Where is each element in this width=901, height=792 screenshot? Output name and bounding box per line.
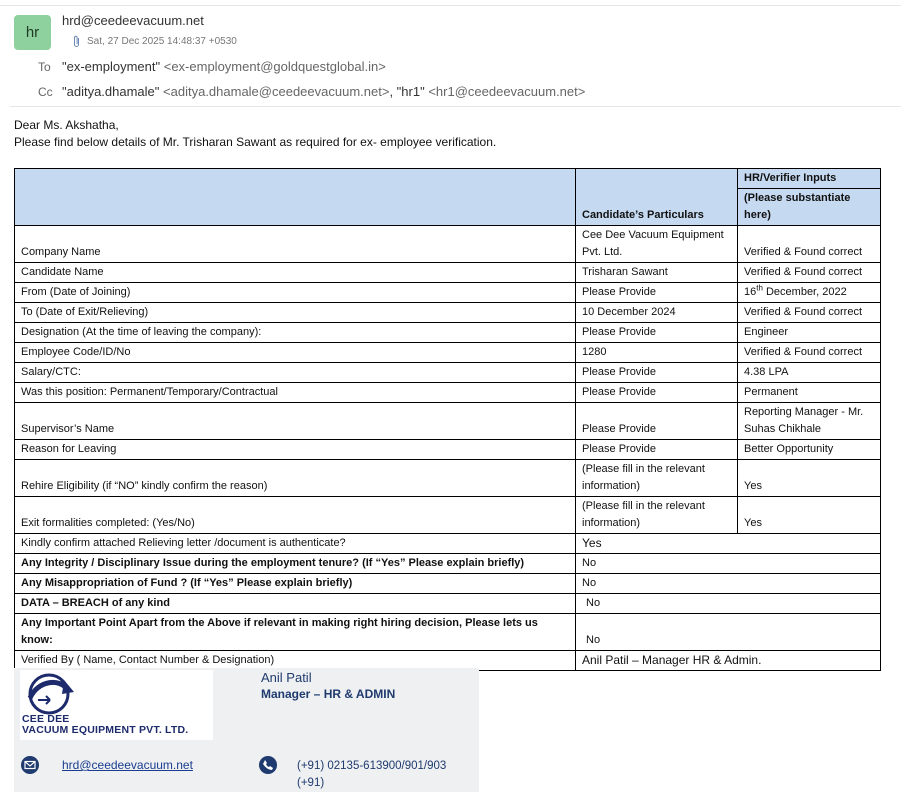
table-row (15, 403, 881, 440)
row-label: Rehire Eligibility (if “NO” kindly confirm the reason) (15, 460, 576, 497)
header-hr-title: HR/Verifier Inputs (738, 169, 880, 189)
row-label: Any Integrity / Disciplinary Issue during the employment tenure? (If “Yes” Please explain briefly) (15, 554, 576, 574)
attachment-icon[interactable] (72, 35, 81, 48)
verification-table (14, 168, 881, 671)
row-hr-value: Yes (738, 497, 881, 534)
row-label: Any Misappropriation of Fund ? (If “Yes” Please explain briefly) (15, 574, 576, 594)
table-row (15, 554, 881, 574)
row-label: Salary/CTC: (15, 363, 576, 383)
row-label: Any Important Point Apart from the Above if relevant in making right hiring decision, Please lets us know: (15, 614, 576, 651)
table-row (15, 460, 881, 497)
cc-separator: , (389, 84, 397, 99)
row-hr-value: Yes (738, 460, 881, 497)
row-hr-value: Reporting Manager - Mr. Suhas Chikhale (738, 403, 881, 440)
row-candidate-value: Please Provide (576, 363, 738, 383)
row-hr-value: Engineer (738, 323, 881, 343)
row-candidate-value: (Please fill in the relevant information) (576, 497, 738, 534)
row-hr-value: Verified & Found correct (738, 343, 881, 363)
row-label: Supervisor’s Name (15, 403, 576, 440)
table-row (15, 226, 881, 263)
header-candidate-particulars: Candidate’s Particulars (576, 169, 738, 226)
header-hr-inputs (738, 169, 881, 226)
row-candidate-value: Cee Dee Vacuum Equipment Pvt. Ltd. (576, 226, 738, 263)
row-label: Was this position: Permanent/Temporary/Contractual (15, 383, 576, 403)
cc1-address: <aditya.dhamale@ceedeevacuum.net> (163, 84, 390, 99)
table-row (15, 283, 881, 303)
row-label: From (Date of Joining) (15, 283, 576, 303)
row-candidate-value: 10 December 2024 (576, 303, 738, 323)
joining-day: 16 (744, 286, 757, 298)
avatar-initials: hr (25, 24, 40, 41)
logo-line1: CEE DEE (22, 713, 70, 725)
table-row (15, 323, 881, 343)
row-hr-value (738, 283, 881, 303)
row-merged-value: Yes (576, 534, 881, 554)
row-label: Kindly confirm attached Relieving letter /document is authenticate? (15, 534, 576, 554)
row-candidate-value: Please Provide (576, 403, 738, 440)
row-label: DATA – BREACH of any kind (15, 594, 576, 614)
table-header-row (15, 169, 881, 226)
to-label: To (38, 60, 51, 74)
row-candidate-value: Please Provide (576, 440, 738, 460)
phone-line1: (+91) 02135-613900/901/903 (297, 760, 447, 772)
table-row (15, 440, 881, 460)
company-logo (20, 670, 213, 740)
row-hr-value: Permanent (738, 383, 881, 403)
row-candidate-value: 1280 (576, 343, 738, 363)
company-logo-icon (20, 670, 80, 716)
joining-month-year: December, 2022 (762, 286, 847, 298)
table-row (15, 497, 881, 534)
table-row (15, 574, 881, 594)
row-candidate-value: Please Provide (576, 383, 738, 403)
table-row (15, 594, 881, 614)
table-row (15, 363, 881, 383)
cc-recipients[interactable] (62, 84, 585, 99)
row-label: To (Date of Exit/Relieving) (15, 303, 576, 323)
row-merged-value: Anil Patil – Manager HR & Admin. (576, 651, 881, 671)
signature-name: Anil Patil (261, 670, 312, 685)
signature-phone (297, 758, 446, 792)
row-merged-value: No (576, 554, 881, 574)
row-candidate-value: Trisharan Sawant (576, 263, 738, 283)
row-label: Candidate Name (15, 263, 576, 283)
sender-avatar[interactable] (14, 15, 51, 50)
table-row (15, 383, 881, 403)
row-label: Designation (At the time of leaving the company): (15, 323, 576, 343)
cc-label: Cc (38, 85, 53, 99)
intro-text: Please find below details of Mr. Trisharan Sawant as required for ex- employee verification. (14, 135, 497, 149)
table-row (15, 263, 881, 283)
cc2-address: <hr1@ceedeevacuum.net> (428, 84, 586, 99)
row-hr-value: Better Opportunity (738, 440, 881, 460)
cc2-name: "hr1" (396, 84, 425, 99)
row-hr-value: Verified & Found correct (738, 303, 881, 323)
row-candidate-value: (Please fill in the relevant information) (576, 460, 738, 497)
row-label: Company Name (15, 226, 576, 263)
header-hr-subtitle: (Please substantiate here) (744, 192, 851, 221)
signature-title: Manager – HR & ADMIN (261, 687, 396, 701)
table-row (15, 343, 881, 363)
to-address: <ex-employment@goldquestglobal.in> (163, 59, 386, 74)
logo-text (22, 714, 188, 736)
table-row (15, 303, 881, 323)
joining-day-suffix: th (756, 283, 763, 293)
top-divider (0, 5, 901, 6)
row-label: Exit formalities completed: (Yes/No) (15, 497, 576, 534)
row-merged-value: No (576, 614, 881, 651)
greeting: Dear Ms. Akshatha, (14, 118, 119, 132)
header-divider (10, 106, 901, 107)
header-cell-blank (15, 169, 576, 226)
row-merged-value: No (576, 594, 881, 614)
date-row (72, 35, 237, 48)
row-label: Employee Code/ID/No (15, 343, 576, 363)
signature-email-link[interactable]: hrd@ceedeevacuum.net (62, 758, 193, 772)
row-candidate-value: Please Provide (576, 323, 738, 343)
table-row (15, 614, 881, 651)
row-label: Verified By ( Name, Contact Number & Designation) (15, 651, 576, 671)
logo-line2: VACUUM EQUIPMENT PVT. LTD. (22, 724, 189, 736)
mail-icon (21, 756, 39, 774)
cc1-name: "aditya.dhamale" (62, 84, 160, 99)
row-merged-value: No (576, 574, 881, 594)
phone-icon (259, 756, 277, 774)
sender-address[interactable]: hrd@ceedeevacuum.net (62, 13, 204, 28)
sent-date: Sat, 27 Dec 2025 14:48:37 +0530 (87, 36, 237, 47)
table-row (15, 534, 881, 554)
row-label: Reason for Leaving (15, 440, 576, 460)
phone-line2: (+91) (297, 777, 325, 789)
to-recipient[interactable] (62, 59, 386, 74)
row-hr-value: 4.38 LPA (738, 363, 881, 383)
to-name: "ex-employment" (62, 59, 161, 74)
row-candidate-value: Please Provide (576, 283, 738, 303)
row-hr-value: Verified & Found correct (738, 226, 881, 263)
row-hr-value: Verified & Found correct (738, 263, 881, 283)
